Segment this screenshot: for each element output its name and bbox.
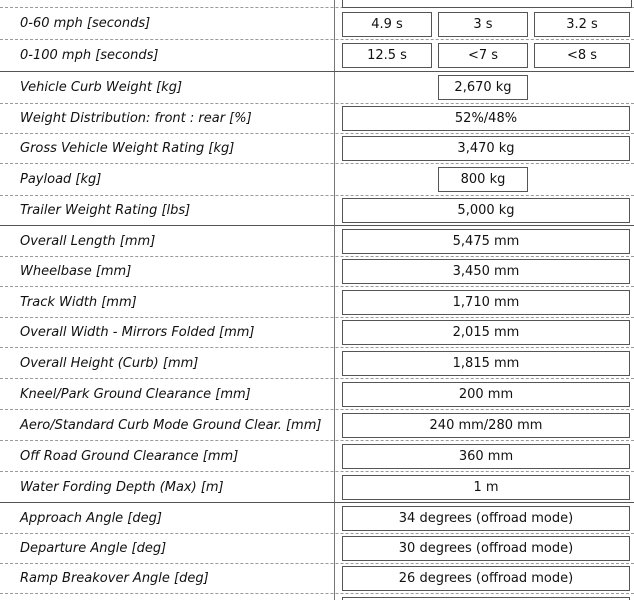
spec-label: Overall Width - Mirrors Folded [mm] [20, 325, 255, 340]
spec-label: Payload [kg] [20, 172, 102, 187]
value-box: 800 kg [438, 167, 528, 192]
value-box: 26 degrees (offroad mode) [342, 566, 630, 591]
spec-label: Vehicle Curb Weight [kg] [20, 80, 183, 95]
spec-label: Approach Angle [deg] [20, 510, 162, 526]
spec-label: Kneel/Park Ground Clearance [mm] [20, 386, 251, 402]
value-box-partial [342, 0, 632, 8]
table-row-overall-height [0, 348, 634, 379]
table-row-0-60 [0, 8, 634, 40]
table-row-overall-length [0, 226, 634, 257]
value-box: 5,475 mm [342, 229, 630, 254]
table-row-fording-depth [0, 472, 634, 503]
table-row-departure-angle [0, 534, 634, 564]
table-row-curb-weight [0, 72, 634, 104]
table-row-gvwr [0, 134, 634, 164]
value-box: 1,815 mm [342, 351, 630, 376]
value-box: 34 degrees (offroad mode) [342, 506, 630, 531]
spec-label: Track Width [mm] [20, 294, 137, 310]
value-box: 4.9 s [342, 12, 432, 37]
value-box: 240 mm/280 mm [342, 413, 630, 438]
value-box: 2,015 mm [342, 320, 630, 345]
value-box: 1 m [342, 475, 630, 500]
spec-label: 0-100 mph [seconds] [20, 48, 159, 63]
value-box: 3 s [438, 12, 528, 37]
spec-label: 0-60 mph [seconds] [20, 16, 151, 31]
table-row-aero-clearance [0, 410, 634, 441]
spec-label: Weight Distribution: front : rear [%] [20, 111, 252, 126]
table-row-approach-angle [0, 503, 634, 534]
value-box: 12.5 s [342, 43, 432, 68]
spec-label: Ramp Breakover Angle [deg] [20, 571, 209, 586]
table-row-overall-width [0, 318, 634, 348]
spec-label: Water Fording Depth (Max) [m] [20, 479, 224, 495]
value-box: 1,710 mm [342, 290, 630, 315]
table-row-wheelbase [0, 257, 634, 287]
table-row-offroad-clearance [0, 441, 634, 472]
table-row-trailer-weight [0, 196, 634, 226]
table-row-payload [0, 164, 634, 196]
table-row-weight-distribution [0, 104, 634, 134]
table-row-track-width [0, 287, 634, 318]
value-box: 3,470 kg [342, 136, 630, 161]
value-box: 52%/48% [342, 106, 630, 131]
value-box: 360 mm [342, 444, 630, 469]
spec-label: Wheelbase [mm] [20, 264, 132, 279]
value-box: 5,000 kg [342, 198, 630, 223]
spec-label: Overall Height (Curb) [mm] [20, 355, 199, 371]
table-row-0-100 [0, 40, 634, 72]
table-row-kneel-clearance [0, 379, 634, 410]
value-box: 3,450 mm [342, 259, 630, 284]
table-row-ramp-breakover [0, 564, 634, 594]
spec-label: Gross Vehicle Weight Rating [kg] [20, 141, 235, 156]
value-box: 30 degrees (offroad mode) [342, 536, 630, 561]
value-box: 2,670 kg [438, 75, 528, 100]
table-row-partial [0, 0, 634, 8]
spec-label: Aero/Standard Curb Mode Ground Clear. [mm] [20, 417, 322, 433]
value-box: <8 s [534, 43, 630, 68]
spec-label: Trailer Weight Rating [lbs] [20, 203, 191, 218]
spec-label: Off Road Ground Clearance [mm] [20, 448, 239, 464]
value-box: 3.2 s [534, 12, 630, 37]
value-box: 200 mm [342, 382, 630, 407]
spec-label: Overall Length [mm] [20, 233, 156, 249]
value-box: <7 s [438, 43, 528, 68]
spec-label: Departure Angle [deg] [20, 541, 167, 556]
